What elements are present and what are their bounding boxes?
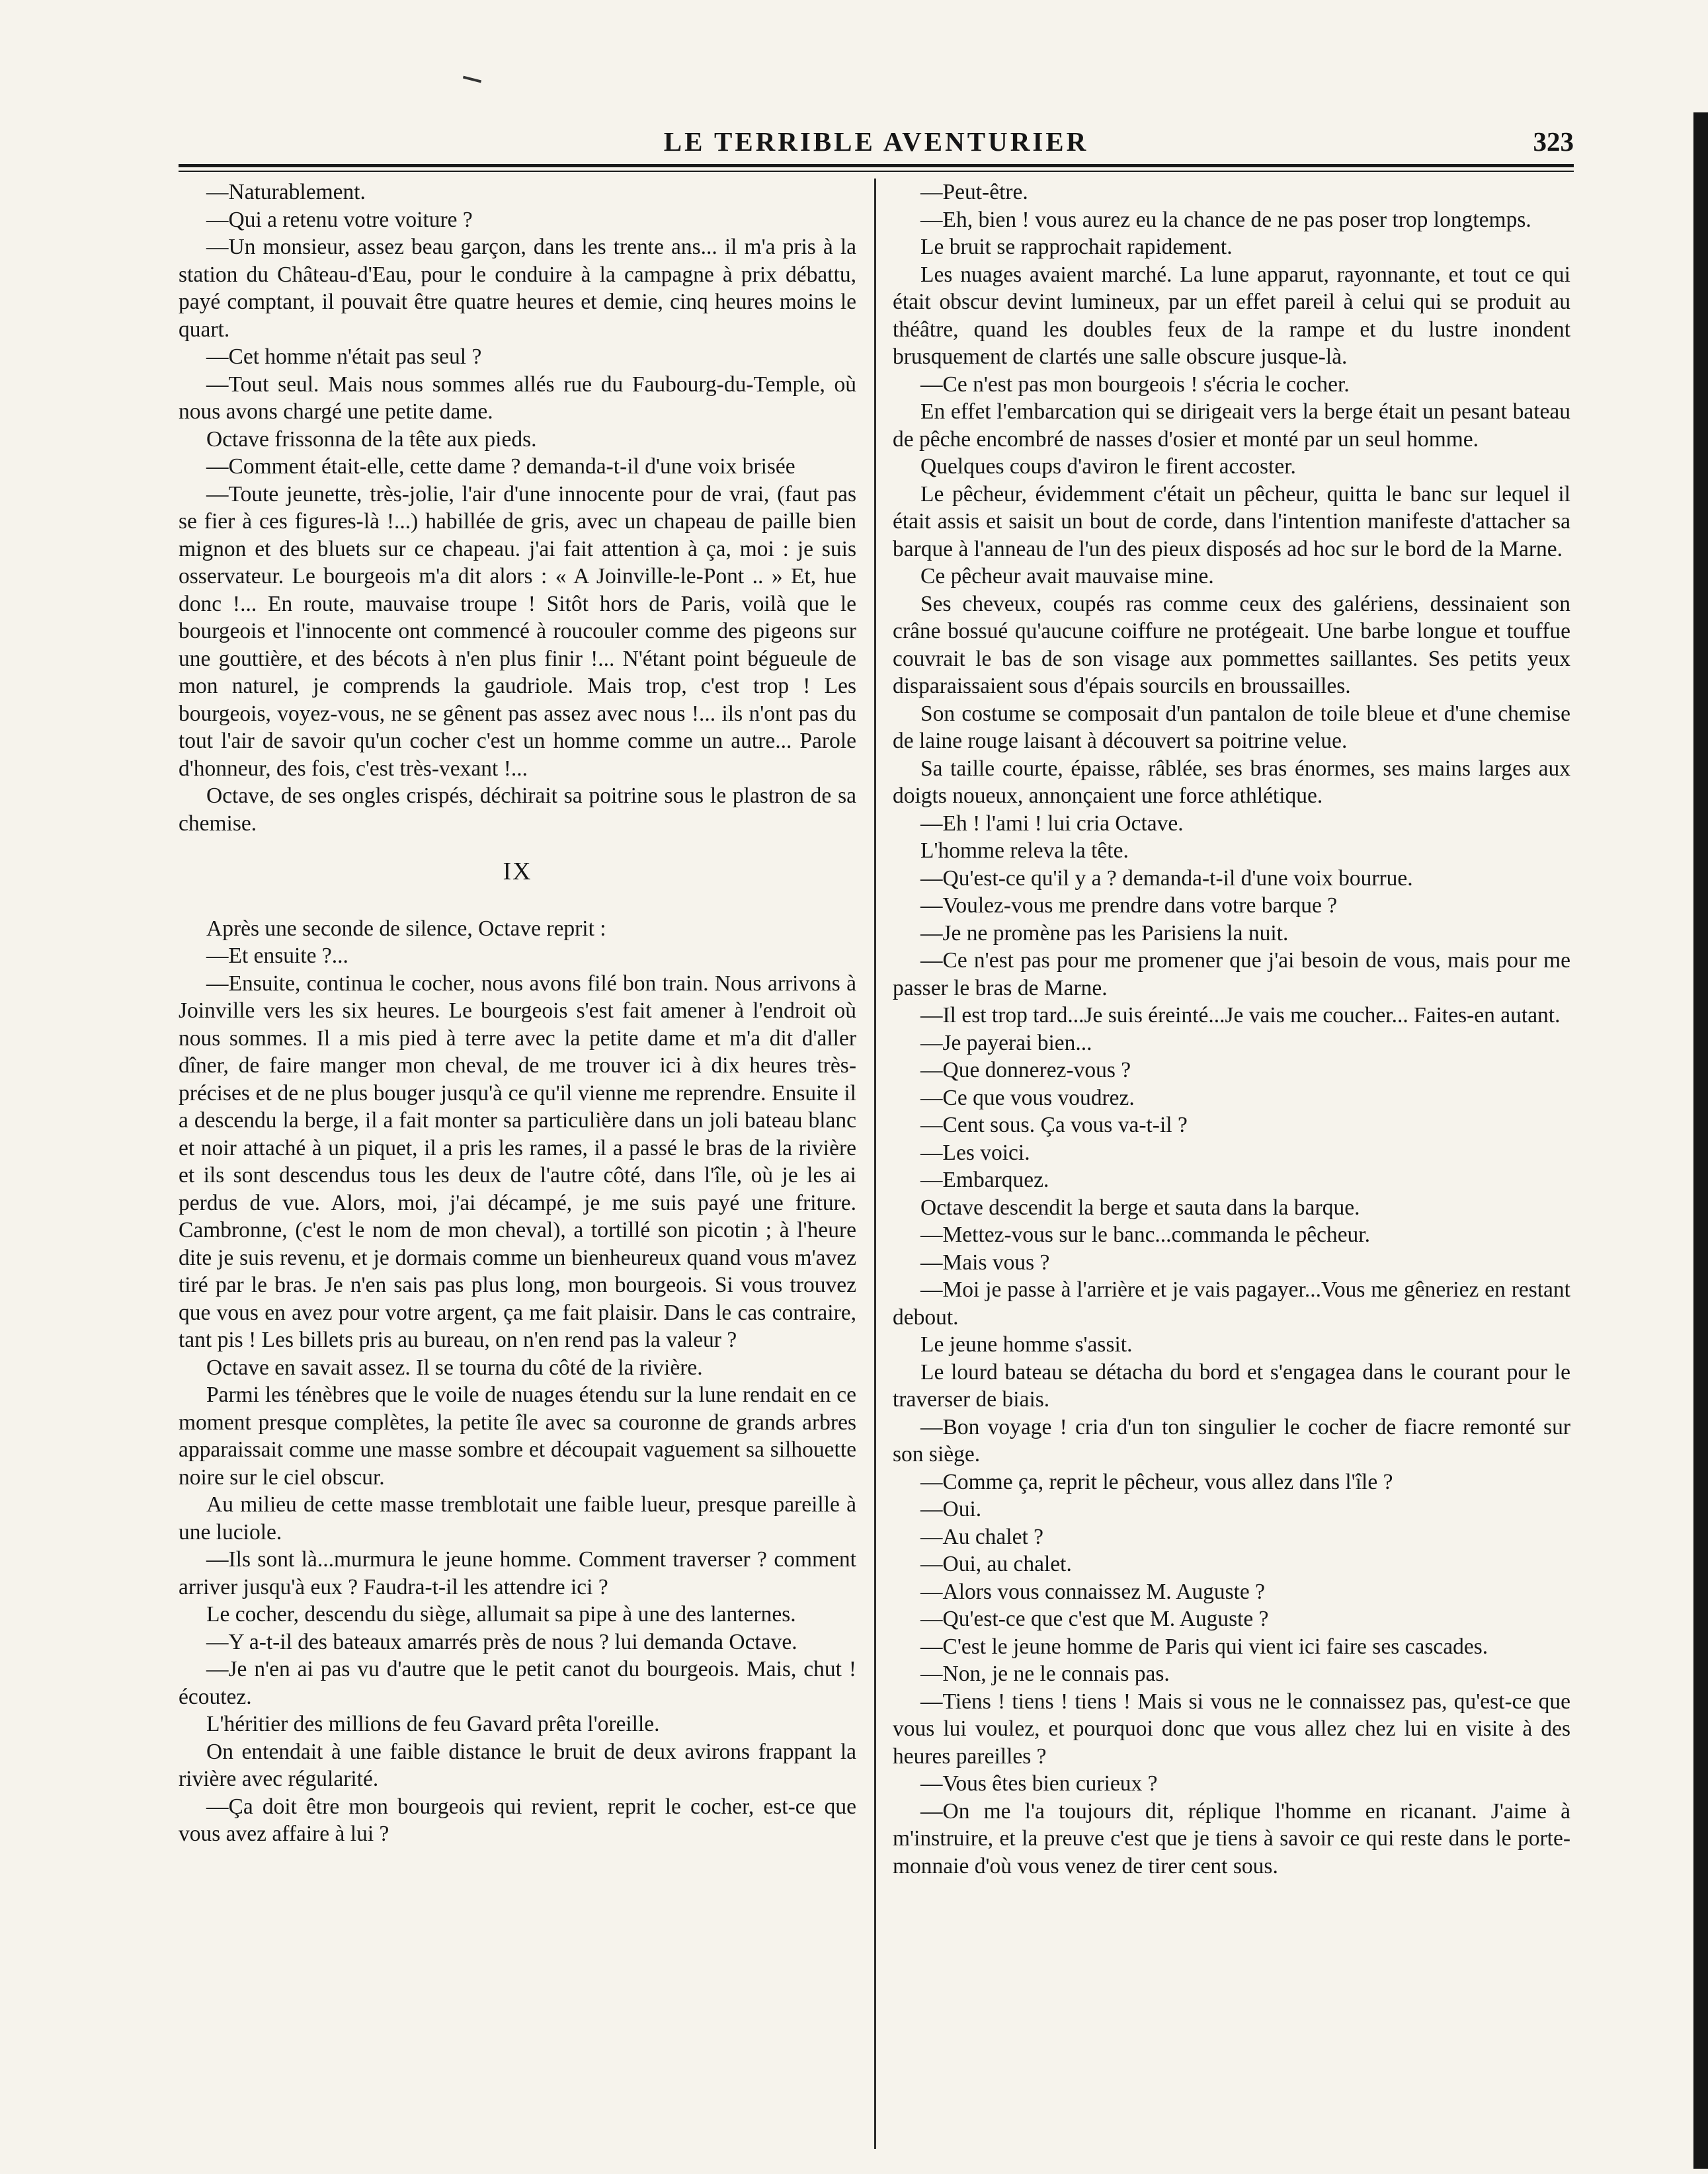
paragraph: —Tout seul. Mais nous sommes allés rue du Faubourg-du-Temple, où nous avons chargé une petite dame. bbox=[179, 372, 856, 424]
book-page bbox=[179, 99, 1574, 2109]
paragraph: —Ce n'est pas mon bourgeois ! s'écria le cocher. bbox=[920, 372, 1350, 397]
paragraph: —Qui a retenu votre voiture ? bbox=[206, 207, 473, 232]
paragraph: —Ce n'est pas pour me promener que j'ai besoin de vous, mais pour me passer le bras de Marne. bbox=[893, 948, 1570, 1000]
paragraph: Le lourd bateau se détacha du bord et s'engagea dans le courant pour le traverser de biais. bbox=[893, 1359, 1570, 1412]
paragraph: —Je ne promène pas les Parisiens la nuit. bbox=[920, 920, 1289, 946]
paragraph: Parmi les ténèbres que le voile de nuages étendu sur la lune rendait en ce moment presque complètes, la petite île avec sa couronne de grands arbres apparaissait comme une masse sombre et découpait vaguement sa silhouette noire sur le ciel obscur. bbox=[179, 1383, 856, 1490]
paragraph: —Vous êtes bien curieux ? bbox=[920, 1771, 1158, 1796]
paragraph: Octave descendit la berge et sauta dans la barque. bbox=[920, 1195, 1360, 1220]
paragraph: —Tiens ! tiens ! tiens ! Mais si vous ne le connaissez pas, qu'est-ce que vous lui voulez, et pourquoi donc que vous allez chez lui en visite à des heures pareilles ? bbox=[893, 1689, 1570, 1769]
paragraph: —Oui, au chalet. bbox=[920, 1552, 1072, 1576]
paragraph: —Je n'en ai pas vu d'autre que le petit canot du bourgeois. Mais, chut ! écoutez. bbox=[179, 1657, 856, 1709]
paragraph: —Et ensuite ?... bbox=[206, 944, 348, 968]
paragraph: —Les voici. bbox=[920, 1140, 1030, 1165]
paragraph: Ses cheveux, coupés ras comme ceux des galériens, dessinaient son crâne bossué qu'aucune coiffure ne protégeait. Une barbe longue et touffue couvrait le bas de son visage aux pommettes saillantes. Ses petits yeux disparaissaient sous d'épais sourcils en broussailles. bbox=[893, 591, 1570, 698]
paragraph: —Eh ! l'ami ! lui cria Octave. bbox=[920, 811, 1184, 836]
paragraph: Les nuages avaient marché. La lune apparut, rayonnante, et tout ce qui était obscur devint lumineux, par un effet pareil à celui qui se produit au théâtre, quand les doubles feux de la rampe et du lustre inondent brusquement de clartés une salle obscure jusque-là. bbox=[893, 262, 1570, 369]
paragraph: Le bruit se rapprochait rapidement. bbox=[920, 235, 1233, 259]
paragraph: Octave frissonna de la tête aux pieds. bbox=[206, 426, 537, 452]
right-column bbox=[893, 179, 1570, 1880]
header-rule-thick bbox=[179, 164, 1574, 167]
section-heading: IX bbox=[503, 858, 532, 885]
paragraph: —Qu'est-ce que c'est que M. Auguste ? bbox=[920, 1607, 1269, 1631]
paragraph: —Au chalet ? bbox=[920, 1524, 1044, 1549]
paragraph: Sa taille courte, épaisse, râblée, ses bras énormes, ses mains larges aux doigts noueux, annonçaient une force athlétique. bbox=[893, 756, 1570, 808]
paragraph: —Que donnerez-vous ? bbox=[920, 1058, 1131, 1082]
paragraph: —Comment était-elle, cette dame ? demanda-t-il d'une voix brisée bbox=[206, 454, 795, 479]
paragraph: Le cocher, descendu du siège, allumait sa pipe à une des lanternes. bbox=[206, 1602, 796, 1627]
page-number: 323 bbox=[1533, 126, 1574, 157]
paragraph: —Voulez-vous me prendre dans votre barque ? bbox=[920, 893, 1338, 918]
paragraph: En effet l'embarcation qui se dirigeait vers la berge était un pesant bateau de pêche encombré de nasses d'osier et monté par un seul homme. bbox=[893, 399, 1570, 452]
paragraph: Au milieu de cette masse tremblotait une faible lueur, presque pareille à une luciole. bbox=[179, 1492, 856, 1545]
page-header bbox=[179, 99, 1574, 157]
paragraph: —Alors vous connaissez M. Auguste ? bbox=[920, 1579, 1266, 1604]
paragraph: —C'est le jeune homme de Paris qui vient ici faire ses cascades. bbox=[920, 1634, 1488, 1659]
paragraph: —Naturablement. bbox=[206, 180, 366, 204]
paragraph: —Toute jeunette, très-jolie, l'air d'une innocente pour de vrai, (faut pas se fier à ces figures-là !...) habillée de gris, avec un chapeau de paille bien mignon et des bluets sur ce chapeau. j'ai fait attention à ça, moi : je suis osservateur. Le bourgeois m'a dit alors : « A Joinville-le-Pont .. » Et, hue donc !... En route, mauvaise troupe ! Sitôt hors de Paris, voilà que le bourgeois et l'innocente ont commencé à roucouler comme des pigeons sur une gouttière, et des bécots à n'en plus finir !... N'étant point bégueule de mon naturel, je comprends la gaudriole. Mais trop, c'est trop ! Les bourgeois, voyez-vous, ne se gênent pas assez avec nous !... ils n'ont pas du tout l'air de savoir qu'un cocher c'est un homme comme un autre... Parole d'honneur, des fois, c'est très-vexant !... bbox=[179, 481, 856, 781]
paragraph: —Cet homme n'était pas seul ? bbox=[206, 344, 482, 369]
paragraph: —Cent sous. Ça vous va-t-il ? bbox=[920, 1113, 1188, 1137]
paragraph: —Comme ça, reprit le pêcheur, vous allez dans l'île ? bbox=[920, 1469, 1393, 1494]
paragraph: —Mettez-vous sur le banc...commanda le pêcheur. bbox=[920, 1223, 1370, 1247]
paragraph: L'homme releva la tête. bbox=[920, 838, 1129, 863]
paragraph: Octave en savait assez. Il se tourna du côté de la rivière. bbox=[206, 1355, 703, 1380]
paragraph: —Bon voyage ! cria d'un ton singulier le cocher de fiacre remonté sur son siège. bbox=[893, 1414, 1570, 1467]
paragraph: —Un monsieur, assez beau garçon, dans les trente ans... il m'a pris à la station du Château-d'Eau, pour le conduire à la campagne à prix débattu, payé comptant, il pouvait être quatre heures et demie, cinq heures moins le quart. bbox=[179, 235, 856, 342]
left-column bbox=[179, 179, 856, 1848]
paragraph: —Peut-être. bbox=[920, 180, 1028, 204]
paragraph: —Qu'est-ce qu'il y a ? demanda-t-il d'une voix bourrue. bbox=[920, 866, 1413, 891]
left-column-text-after bbox=[179, 915, 856, 1848]
paragraph: —Oui. bbox=[920, 1497, 982, 1521]
paragraph: On entendait à une faible distance le bruit de deux avirons frappant la rivière avec régularité. bbox=[179, 1739, 856, 1791]
paragraph: —On me l'a toujours dit, réplique l'homme en ricanant. J'aime à m'instruire, et la preuve c'est que je tiens à savoir ce qui reste dans le porte-monnaie d'où vous venez de tirer cent sous. bbox=[893, 1798, 1570, 1878]
paragraph: —Eh, bien ! vous aurez eu la chance de ne pas poser trop longtemps. bbox=[920, 207, 1531, 232]
right-column-text bbox=[893, 179, 1570, 1880]
paragraph: —Ce que vous voudrez. bbox=[920, 1085, 1135, 1110]
scan-edge-shadow bbox=[1693, 112, 1708, 2169]
left-column-text-before bbox=[179, 179, 856, 837]
paragraph: Son costume se composait d'un pantalon de toile bleue et d'une chemise de laine rouge laisant à découvert sa poitrine velue. bbox=[893, 701, 1570, 753]
paragraph: —Non, je ne le connais pas. bbox=[920, 1662, 1170, 1686]
text-columns bbox=[179, 179, 1574, 2109]
paragraph: —Mais vous ? bbox=[920, 1250, 1050, 1275]
paragraph: —Il est trop tard...Je suis éreinté...Je vais me coucher... Faites-en autant. bbox=[920, 1003, 1561, 1027]
paragraph: —Embarquez. bbox=[920, 1168, 1049, 1192]
paragraph: Le jeune homme s'assit. bbox=[920, 1332, 1133, 1357]
paragraph: L'héritier des millions de feu Gavard prêta l'oreille. bbox=[206, 1712, 660, 1736]
paragraph: —Je payerai bien... bbox=[920, 1030, 1092, 1055]
paragraph: Le pêcheur, évidemment c'était un pêcheur, quitta le banc sur lequel il était assis et saisit un bout de corde, dans l'intention manifeste d'attacher sa barque à l'anneau de l'un des pieux disposés ad hoc sur le bord de la Marne. bbox=[893, 481, 1570, 561]
paragraph: Octave, de ses ongles crispés, déchirait sa poitrine sous le plastron de sa chemise. bbox=[179, 784, 856, 836]
paragraph: Ce pêcheur avait mauvaise mine. bbox=[920, 564, 1214, 588]
paragraph: —Moi je passe à l'arrière et je vais pagayer...Vous me gêneriez en restant debout. bbox=[893, 1277, 1570, 1330]
column-divider bbox=[874, 179, 876, 2149]
paragraph: —Ensuite, continua le cocher, nous avons filé bon train. Nous arrivons à Joinville vers les six heures. Le bourgeois s'est fait amener à l'endroit où nous sommes. Il a mis pied à terre avec la petite dame et m'a dit d'aller dîner, de faire manger mon cheval, de me trouver ici à dix heures très-précises et de ne plus bouger jusqu'à ce qu'il vienne me reprendre. Ensuite il a descendu la berge, il a fait monter sa particulière dans un joli bateau blanc et noir attaché à un piquet, il a pris les rames, il a passé le bras de la rivière et ils sont descendus tous les deux de l'autre côté, dans l'île, où je les ai perdus de vue. Alors, moi, j'ai décampé, je me suis payé une friture. Cambronne, (c'est le nom de mon cheval), a tortillé son picotin ; à l'heure dite je suis revenu, et je dormais comme un bienheureux quand vous m'avez tiré par le bras. Je n'en sais pas plus long, mon bourgeois. Si vous trouvez que vous en avez pour votre argent, ça me fait plaisir. Dans le cas contraire, tant pis ! Les billets pris au bureau, on n'en rend pas la valeur ? bbox=[179, 971, 856, 1352]
paragraph: —Ça doit être mon bourgeois qui revient, reprit le cocher, est-ce que vous avez affaire à lui ? bbox=[179, 1794, 856, 1846]
paragraph: —Ils sont là...murmura le jeune homme. Comment traverser ? comment arriver jusqu'à eux ? Faudra-t-il les attendre ici ? bbox=[179, 1547, 856, 1599]
paragraph: Après une seconde de silence, Octave reprit : bbox=[206, 916, 606, 941]
running-title: LE TERRIBLE AVENTURIER bbox=[663, 126, 1089, 157]
paragraph: —Y a-t-il des bateaux amarrés près de nous ? lui demanda Octave. bbox=[206, 1629, 797, 1654]
header-rule-thin bbox=[179, 171, 1574, 172]
paragraph: Quelques coups d'aviron le firent accoster. bbox=[920, 454, 1296, 479]
ink-mark bbox=[463, 76, 481, 83]
